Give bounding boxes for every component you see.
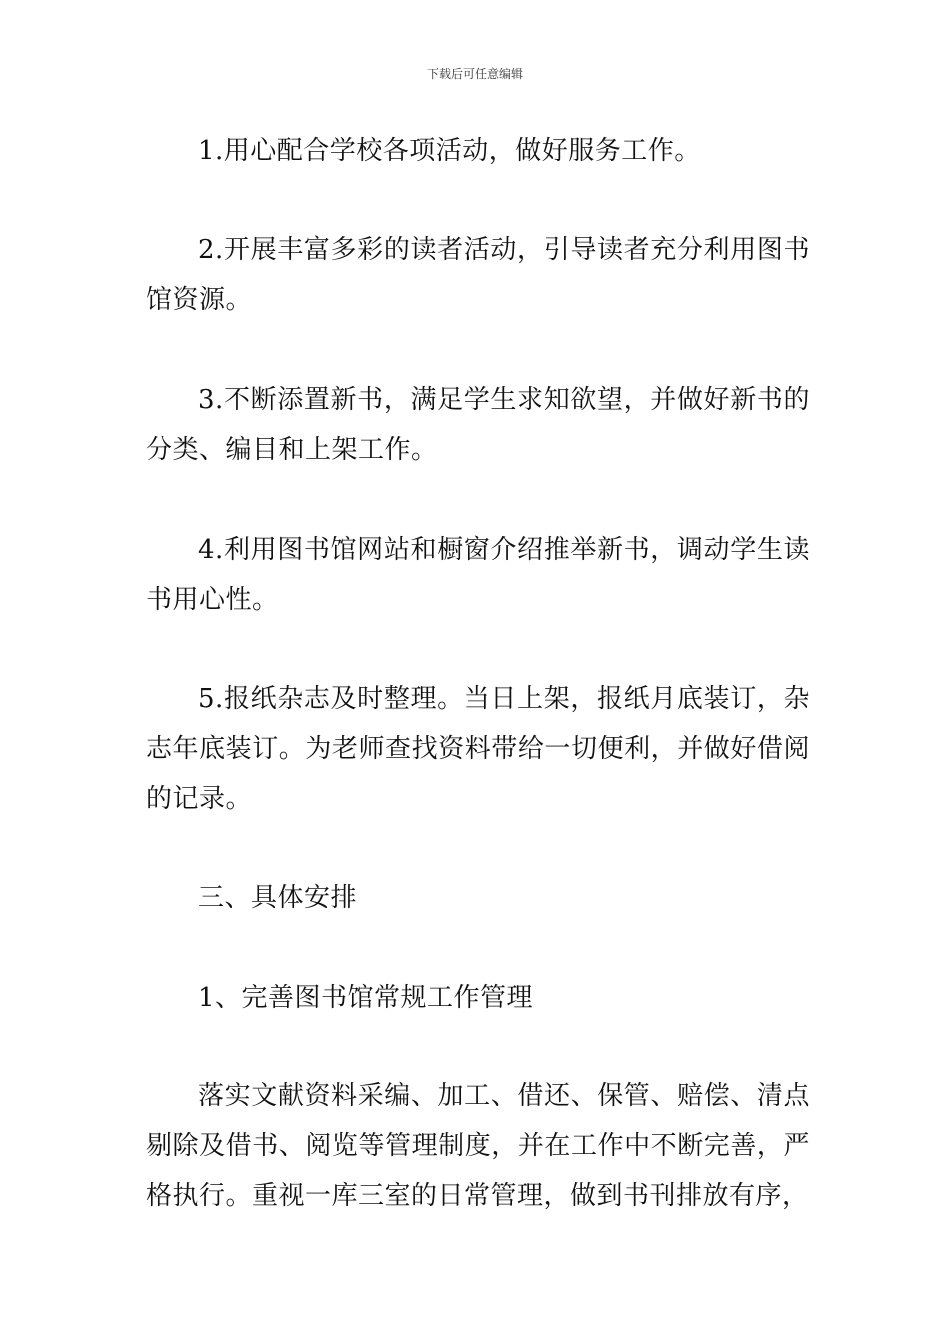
paragraph-item-4: 4.利用图书馆网站和橱窗介绍推举新书，调动学生读书用心性。 (146, 535, 810, 615)
section-heading-arrangement: 三、具体安排 (198, 883, 358, 913)
paragraph-item-2: 2.开展丰富多彩的读者活动，引导读者充分利用图书馆资源。 (146, 235, 810, 315)
paragraph-item-5: 5.报纸杂志及时整理。当日上架，报纸月底装订，杂志年底装订。为老师查找资料带给一切便利，并做好借阅的记录。 (146, 684, 810, 814)
paragraph-item-3: 3.不断添置新书，满足学生求知欲望，并做好新书的分类、编目和上架工作。 (146, 385, 810, 465)
header-note: 下载后可任意编辑 (426, 67, 523, 81)
paragraph-management-details: 落实文献资料采编、加工、借还、保管、赔偿、清点剔除及借书、阅览等管理制度，并在工作中不断完善，严格执行。重视一库三室的日常管理，做到书刊排放有序， (146, 1081, 810, 1211)
subsection-heading-routine-management: 1、完善图书馆常规工作管理 (198, 983, 534, 1013)
paragraph-item-1: 1.用心配合学校各项活动，做好服务工作。 (198, 136, 701, 166)
